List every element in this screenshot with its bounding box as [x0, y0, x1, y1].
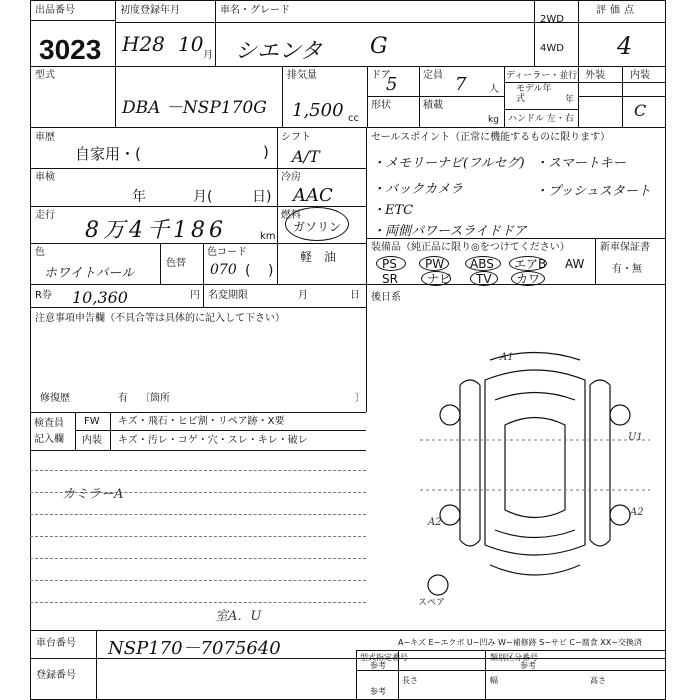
color-code-close: ) [268, 263, 274, 279]
fuel-label: 燃料 [281, 210, 301, 221]
equip-sr: SR [382, 272, 398, 286]
reg-year-label: 初度登録年月 [120, 5, 180, 16]
inspector-naiso-items: キズ・汚レ・コゲ・穴・スレ・キレ・破レ [118, 435, 308, 446]
type-ref: 参考 [370, 661, 386, 670]
chassis-label: 車台番号 [36, 638, 76, 649]
inspector-fw: FW [84, 416, 100, 427]
model-year-label: モデル年式 [516, 84, 552, 104]
drive-2wd: 2WD [540, 14, 564, 25]
inspection-year: 年 [132, 189, 146, 205]
color-code-open: ( [245, 263, 251, 279]
lot-number: 3023 [39, 34, 102, 65]
interior-label: 内装 [630, 70, 650, 81]
score-value: 4 [617, 32, 633, 60]
annotation-a2-right: A2 [630, 507, 644, 518]
history-value: 自家用・( [75, 145, 141, 163]
name-change-day: 日 [350, 290, 360, 301]
model-year-unit: 年 [565, 95, 575, 105]
shift-label: シフト [281, 132, 311, 143]
class-label: 類別区分番号 [490, 653, 538, 662]
recycle-label: R券 [35, 290, 52, 301]
recycle-unit: 円 [190, 290, 200, 301]
note-line-2: 室A．U [215, 609, 262, 624]
model-name: シエンタ [235, 39, 323, 64]
damage-legend: A−キズ E−エクボ U−凹み W−補修跡 S−サビ C−腐食 XX−交換済 [398, 638, 642, 647]
rear-label: 後日系 [371, 292, 401, 303]
fuel-diesel: 軽 油 [300, 250, 337, 264]
equip-leather: カワ [516, 272, 541, 286]
reg-month: 10 [178, 32, 204, 56]
sales-point-1: ・メモリーナビ(フルセグ) [372, 156, 525, 171]
equip-abs: ABS [470, 257, 494, 271]
fuel-gasoline: ガソリン [293, 220, 342, 234]
inspector-fw-items: キズ・飛石・ヒビ割・リペア跡・X要 [118, 416, 285, 427]
warranty-value: 有・無 [612, 264, 642, 275]
sales-point-5: ・ETC [372, 203, 414, 218]
model-label: 車名・グレード [220, 5, 290, 16]
inspection-month: 月( [193, 189, 213, 205]
sales-point-6: ・両側パワースライドドア [372, 224, 527, 239]
sales-point-4: ・プッシュスタート [535, 184, 651, 199]
registration-label: 登録番号 [36, 670, 76, 681]
inspector-label-1: 検査員 [34, 418, 64, 429]
shape-label: 形状 [371, 100, 391, 111]
sales-point-3: ・バックカメラ [372, 182, 464, 197]
drive-4wd: 4WD [540, 43, 564, 54]
doors-value: 5 [386, 74, 398, 95]
score-label: 評価点 [596, 5, 638, 16]
color-label: 色 [35, 247, 45, 258]
equip-ps: PS [382, 257, 397, 271]
equip-pw: PW [425, 257, 445, 271]
displacement-label: 排気量 [287, 70, 317, 81]
color-code-value: 070 [210, 262, 237, 278]
capacity-label: 定員 [423, 70, 443, 81]
notes-label: 注意事項申告欄（不具合等は具体的に記入して下さい） [35, 313, 285, 324]
inspector-label-2: 記入欄 [34, 434, 64, 445]
repair-location: 〔箇所 [140, 393, 170, 404]
load-unit: kg [488, 115, 499, 125]
chassis-number: NSP170－7075640 [108, 638, 281, 659]
note-line-1: カミラーA [62, 487, 124, 502]
aircon-label: 冷房 [281, 172, 301, 183]
auction-sheet [30, 0, 666, 700]
height-label: 高さ [590, 676, 606, 685]
spare-label: スペア [418, 598, 446, 608]
type-designation-label: 型式指定番号 [360, 653, 408, 662]
load-label: 積載 [423, 100, 443, 111]
mileage-value: 8万4千186 [85, 218, 227, 243]
aircon-value: AAC [293, 185, 333, 206]
reg-month-unit: 月 [203, 50, 213, 61]
doors-label: ドア [371, 70, 391, 81]
model-grade: G [370, 34, 388, 59]
annotation-u1: U1 [628, 432, 643, 443]
capacity-value: 7 [455, 74, 467, 95]
exterior-label: 外装 [585, 70, 605, 81]
mileage-unit: km [260, 231, 276, 242]
equip-tv: TV [476, 272, 492, 286]
equip-airbag: エアB [514, 257, 547, 271]
inspector-naiso: 内装 [82, 435, 102, 446]
warranty-label: 新車保証書 [600, 242, 650, 253]
shift-value: A/T [292, 147, 320, 166]
inspection-day: 日) [252, 189, 272, 205]
annotation-a2-left: A2 [428, 517, 442, 528]
length-label: 長さ [402, 676, 418, 685]
divider [115, 0, 116, 127]
color-change-label: 色替 [166, 258, 186, 269]
equip-aw: AW [565, 257, 585, 271]
car-diagram [390, 340, 670, 610]
color-value: ホワイトパール [44, 266, 135, 281]
size-ref: 参考 [370, 687, 386, 696]
dealer-label: ディーラー・並行 [506, 71, 578, 81]
handle-label: ハンドル 左・右 [508, 114, 574, 124]
capacity-unit: 人 [489, 84, 499, 95]
sales-point-2: ・スマートキー [535, 156, 626, 171]
name-change-month: 月 [298, 290, 308, 301]
displacement-unit: cc [348, 113, 359, 124]
inspection-label: 車検 [35, 172, 55, 183]
width-label: 幅 [490, 676, 498, 685]
lot-label: 出品番号 [35, 5, 75, 16]
history-close: ) [263, 143, 269, 161]
repair-label: 修復歴 [40, 393, 70, 404]
displacement-value: 1,500 [292, 100, 344, 121]
color-code-label: 色コード [207, 247, 247, 258]
class-ref: 参考 [520, 661, 536, 670]
equipment-label: 装備品（純正品に限り◎をつけてください） [371, 242, 570, 253]
recycle-value: 10,360 [72, 288, 128, 307]
katashiki-label: 型式 [35, 70, 55, 81]
name-change-label: 名変期限 [208, 290, 248, 301]
repair-close: 〕 [355, 393, 365, 404]
annotation-a1-top: A1 [500, 352, 514, 363]
sales-points-label: セールスポイント（正常に機能するものに限ります） [371, 132, 611, 143]
repair-value: 有 [118, 393, 128, 404]
mileage-label: 走行 [35, 210, 55, 221]
katashiki-value: DBA －NSP170G [122, 98, 267, 118]
history-label: 車歴 [35, 132, 55, 143]
equip-navi: ナビ [427, 272, 452, 286]
interior-value: C [634, 101, 647, 120]
reg-year-era: H28 [122, 32, 165, 56]
